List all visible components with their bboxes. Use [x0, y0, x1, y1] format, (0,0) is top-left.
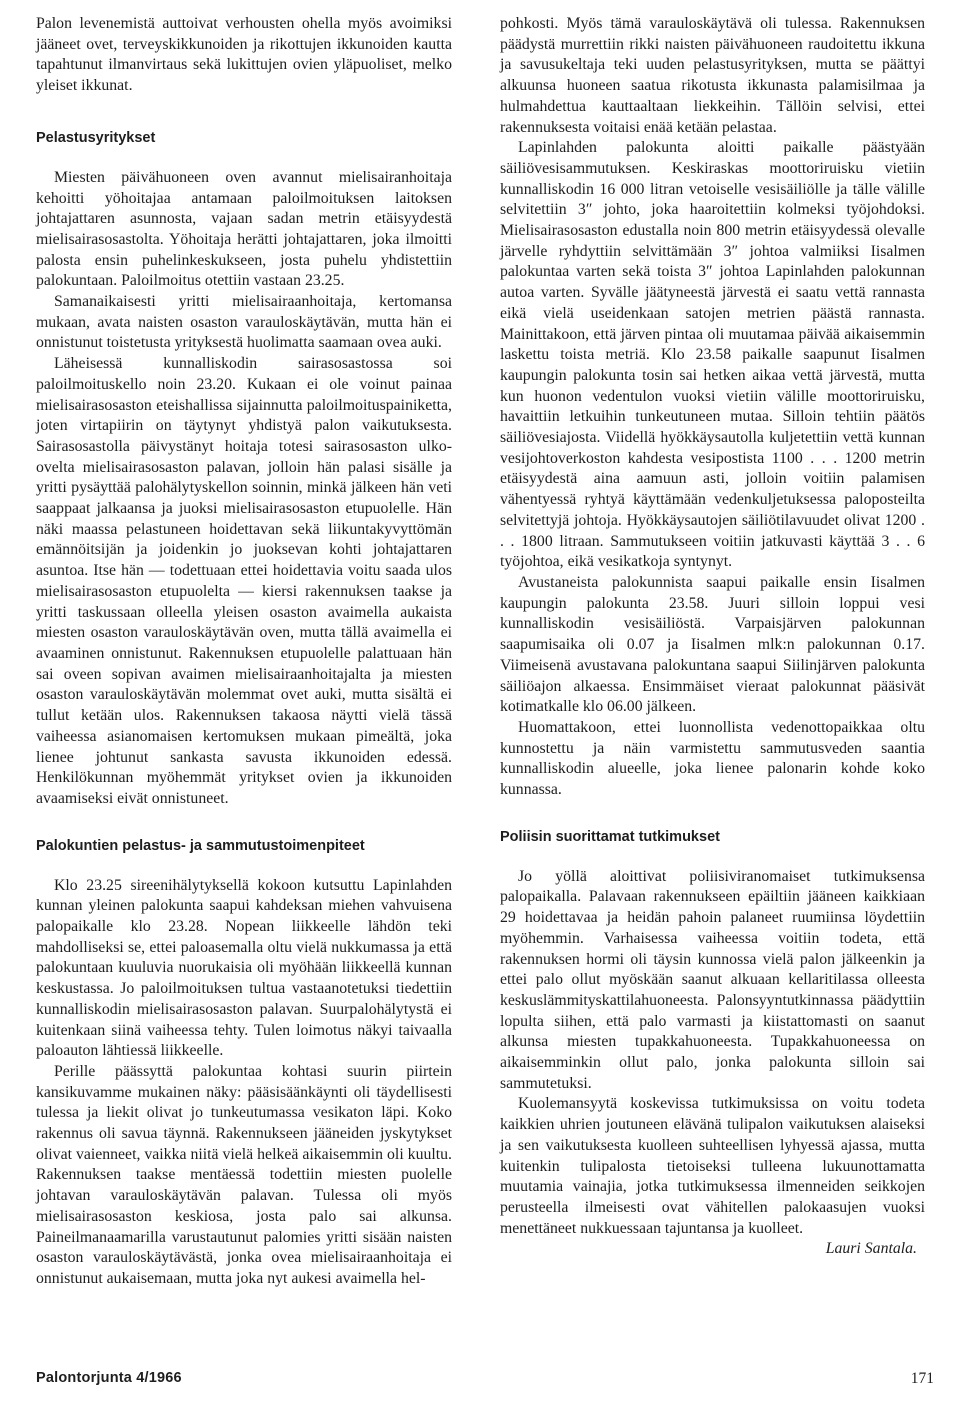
continuation-paragraph-1: pohkosti. Myös tämä varauloskäytävä oli tulessa. Rakennuksen päädystä murrettiin rikki naisten päivähuoneen raudoitettu ikkuna ja savusukeltaja teki uuden pelastusyrityksen, mutta se päättyi alkuunsa huoneen saatua rikotusta ikkunasta palamisilmaa ja hulmahdettua kauttaaltaan liekkeihin. Tällöin selvisi, ettei rakennuksesta voitaisi enää ketään pelastaa.	[500, 15, 925, 136]
rescue-paragraph-3: Läheisessä kunnalliskodin sairasosastossa soi paloilmoituskello noin 23.20. Kukaan ei ole voinut painaa mielisairasosaston eteishallissa sijainnutta paloilmoituspainiketta, joten virtapiirin on täytynyt yhdistyä palon vaikutuksesta. Sairasosastolla päivystänyt hoitaja totesi sairasosaston ulko-ovelta mielisairasosaston palavan, jolloin hän palasi sisälle ja yritti pysäyttää palohälytyskellon soinnin, minkä jälkeen hän veti saappaat jalkaansa ja juoksi mielisairasosaston etupuolelle. Hän näki maassa pelastuneen hoidettavan sekä liikuntakyvyttömän emännöitsijän ja joidenkin jo juoksevan kohti johtajattaren asuntoa. Itse hän — todettuaan ettei hoidettavia voitu saada ulos mielisairasosaston etupuolelta — kiersi rakennuksen taakse ja yritti taskussaan olleella yleisen osaston avaimella aukaista miesten osaston varauloskäytävän oven, mutta tällä avaimella ei avaaminen onnistunut. Rakennuksen etupuolelle palattuaan hän sai oveen sopivan avaimen mielisairaanhoitajalta ja miesten osaston varauloskäytävän molemmat ovet auki, mutta sisältä ei tullut ketään ulos. Rakennuksen takaosa näytti vielä tässä vaiheessa asianomaisen kertomuksen mukaan pimeältä, joka lienee johtunut sankasta savusta ikkunoiden edessä. Henkilökunnan myöhemmät yritykset ovien ja ikkunoiden avaamiseksi eivät onnistuneet.	[36, 355, 452, 807]
author-signature: Lauri Santala.	[825, 1240, 917, 1258]
left-column	[36, 14, 452, 1290]
publication-footer: Palontorjunta 4/1966	[36, 1370, 182, 1386]
right-column	[500, 14, 925, 1260]
rescue-paragraph-1: Miesten päivähuoneen oven avannut mielisairanhoitaja kehoitti yöhoitajaa antamaan paloilmoituksen laitoksen johtajattaren asunnosta, vajaan sadan metrin etäisyydestä mielisairasosastolta. Yöhoitaja herätti johtajattaren, joka ilmoitti palosta ensin puhelinkeskukseen, josta puhelu yhdistettiin palokuntaan. Paloilmoitus otettiin vastaan 23.25.	[36, 168, 452, 290]
rescue-paragraph-2: Samanaikaisesti yritti mielisairaanhoitaja, kertomansa mukaan, avata naisten osaston varauloskäytävän, mutta hän ei onnistunut toistetusta yrityksestä huolimatta saamaan ovea auki.	[36, 293, 452, 352]
continuation-paragraph-3: Avustaneista palokunnista saapui paikalle ensin Iisalmen kaupungin palokunta 23.58. Juuri silloin loppui vesi kunnalliskodin vesisäiliöstä. Varpaisjärven palokunnan saapumisaika oli 0.07 ja Iisalmen mlk:n palokunnan 0.17. Viimeisenä avustavana palokuntana saapui Siilinjärven palokunta säiliöajon alkaessa. Ensimmäiset vieraat palokunnat pääsivät kotimatkalle klo 06.00 jälkeen.	[500, 573, 925, 716]
heading-rescue-attempts: Pelastusyritykset	[36, 129, 156, 146]
continuation-paragraph-4: Huomattakoon, ettei luonnollista vedenottopaikkaa oltu kunnostettu ja näin varmistettu sammutusveden saantia kunnalliskodin alueelle, joka lienee palonarin kohde koko kunnassa.	[500, 718, 925, 799]
heading-fire-brigade-measures: Palokuntien pelastus- ja sammutustoimenpiteet	[36, 837, 365, 854]
fire-paragraph-2: Perille päässyttä palokuntaa kohtasi suurin piirtein kansikuvamme mukainen näky: pääsisäänkäynti oli täydellisesti tulessa ja liekit olivat jo tunkeutumassa vesikaton läpi. Koko rakennus oli savua täynnä. Rakennukseen jääneiden jyskytykset olivat vaienneet, vaikka niitä vielä helkeä aikaisemmin oli kuultu. Rakennuksen taakse mentäessä todettiin miesten puolelle johtavan varauloskäytävän palavan. Tulessa oli myös mielisairasosaston keskiosa, josta palo sai alkunsa. Paineilmanaamarilla varustautunut palomies yritti sisään naisten osaston varauloskäytävästä, jonka ovea mielisairaanhoitaja ei onnistunut aukaisemaan, mutta joka nyt aukesi avaimella hel-	[36, 1062, 452, 1287]
heading-police-investigation: Poliisin suorittamat tutkimukset	[500, 828, 720, 845]
intro-paragraph: Palon levenemistä auttoivat verhousten ohella myös avoimiksi jääneet ovet, terveyskikkunoiden ja rikottujen ikkunoiden kautta tapahtunut ilmanvirtaus sekä lukittujen ovien yläpuoliset, melko yleiset ikkunat.	[36, 15, 452, 95]
page-number: 171	[910, 1370, 934, 1387]
fire-paragraph-1: Klo 23.25 sireenihälytyksellä kokoon kutsuttu Lapinlahden kunnan yleinen palokunta saapui kahdeksan miehen vahvuisena palopaikalle klo 23.28. Nopean liikkeelle lähdön teki mahdolliseksi se, ettei paloasemalla oltu vielä nukkumassa ja että palokuntaan kuuluvia nuorukaisia oli myöhään liikkeellä kunnan keskustassa. Jo paloilmoituksen tultua vastaanotetuksi tiedettiin kunnalliskodin mielisairasosaston palavan. Suurpalohälytystä ei kuitenkaan siinä vaiheessa tehty. Tulen loimotus näkyi taivaalla palоauton lähtiessä liikkeelle.	[36, 876, 452, 1060]
police-paragraph-2: Kuolemansyytä koskevissa tutkimuksissa on voitu todeta kaikkien uhrien joutuneen elävänä tulipalon vaikutuksen alaiseksi ja sen vaikutuksesta kuolleen suhteellisen lyhyessä ajassa, mutta kuitenkin tulipalosta tietoiseksi tulleena lukuunottamatta muutamia vainajia, jotka tutkimuksessa ilmenneiden seikkojen perusteella ilmeisesti ovat vähitellen palokaasujen vuoksi menettäneet nukkuessaan tajuntansa ja kuolleet.	[500, 1095, 925, 1237]
continuation-paragraph-2: Lapinlahden palokunta aloitti paikalle päästyään säiliövesisammutuksen. Keskiraskas moottoriruisku vietiin kunnalliskodin 16 000 litran vetoiselle vesisäiliölle ja tälle välille selvitettiin 3″ johto, joka haaroitettiin kolmeksi työjohdoksi. Mielisairasosaston edustalla noin 800 metrin etäisyydessä olevalle järvelle ryhdyttiin selvittämään 3″ johtoa valmiiksi Iisalmen palokuntaa varten sekä toista 3″ johtoa Lapinlahden palokunnan autoa varten. Syvälle jäätyneestä järvestä ei saatu vettä rannasta eikä vielä useidenkaan satojen metrien päästä rannasta. Mainittakoon, että järven pintaa oli muutamaa päivää aikaisemmin laskettu toista metriä. Klo 23.58 paikalle saapunut Iisalmen kaupungin palokunta tosin sai hetken aikaa vettä järvestä, mutta kun huonon vedentulon vuoksi vietiin välille moottoriruisku, havaittiin letkuihin tunkeutuneen mutaa. Silloin tehtiin päätös säiliövesiajosta. Viidellä hyökkäysautolla kuljetettiin vettä kunnan vesijohtoverkoston kahdesta vesipostista 1100 . . . 1200 metrin etäisyydestä aina aamuun asti, jolloin voitiin palamisen vähentyessä ryhtyä käyttämään vedenkuljetuksessa paloposteilta selvitettyjä johtoja. Hyökkäysautojen säiliötilavuudet olivat 1200 . . . 1800 litraan. Sammutukseen voitiin jatkuvasti käyttää 3 . . 6 työjohtoa, eikä vesikatkoja syntynyt.	[500, 139, 925, 571]
police-paragraph-1: Jo yöllä aloittivat poliisiviranomaiset tutkimuksensa palopaikalla. Palavaan rakennukseen epäiltiin jääneen kaikkiaan 29 hoidettavaa ja heidän pahoin palaneet ruumiinsa löydettiin myöhemmin. Varhaisessa vaiheessa voitiin todeta, että rakennuksen hormi oli täysin kunnossa vielä palon jälkeenkin ja ettei palo ollut myöskään saanut alkuaan kellaritilassa olleesta keskuslämmityskattilahuoneesta. Palonsyyntutkinnassa päädyttiin lopulta siihen, että palo varmasti ja kiistattomasti on saanut alkunsa miesten tupakkahuoneesta. Tupakkahuoneessa on aikaisemminkin ollut palo, jonka palokunta silloin sai sammutetuksi.	[500, 867, 925, 1092]
